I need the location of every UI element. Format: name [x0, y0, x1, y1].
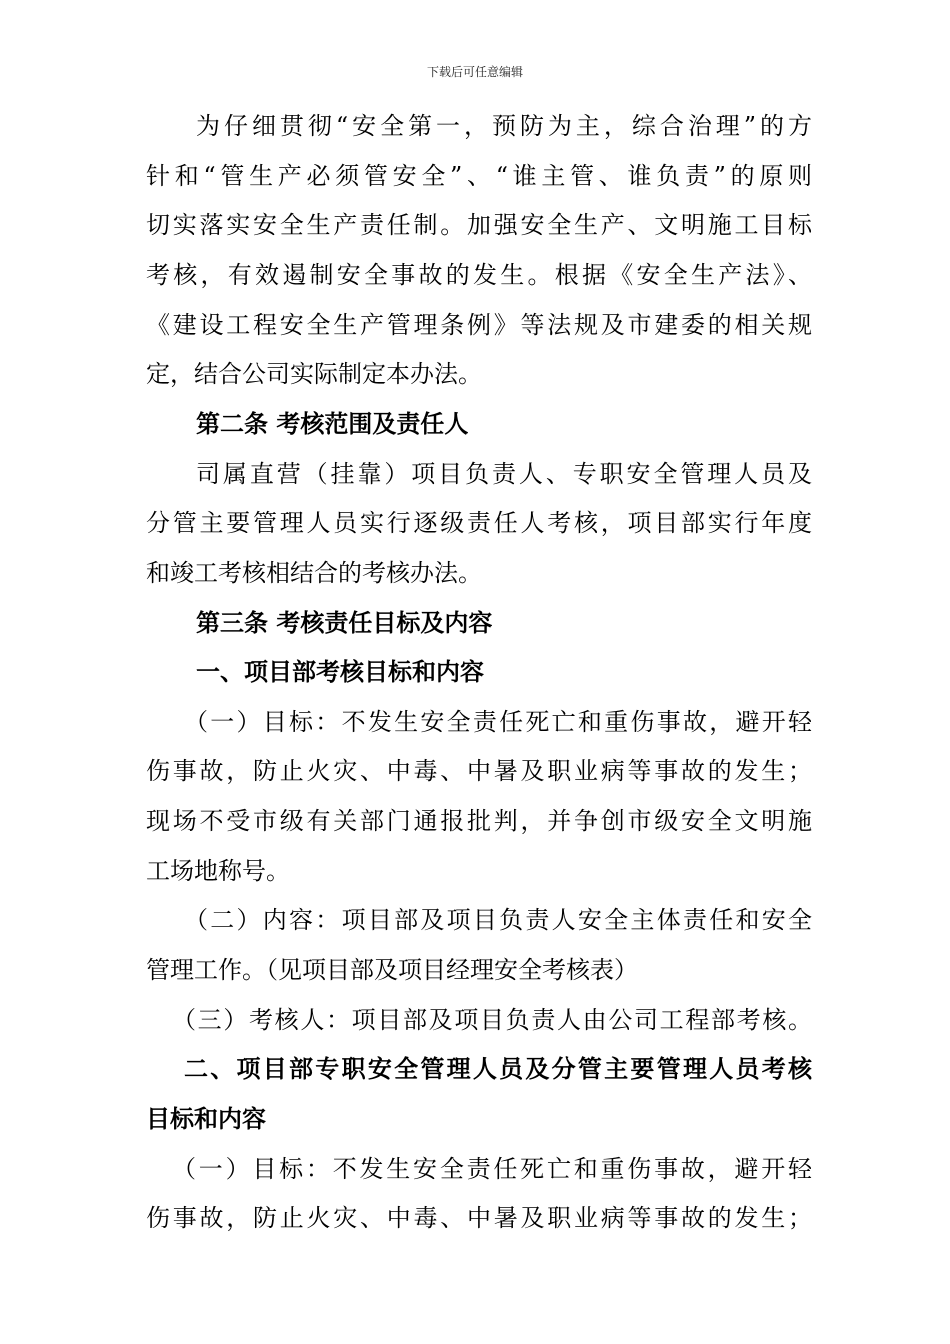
section-heading: 二、项目部专职安全管理人员及分管主要管理人员考核	[184, 1055, 812, 1083]
paragraph-line: （一）目标：不发生安全责任死亡和重伤事故，避开轻	[184, 708, 812, 736]
paragraph-line: （二）内容：项目部及项目负责人安全主体责任和安全	[184, 906, 812, 934]
paragraph-line: 分管主要管理人员实行逐级责任人考核，项目部实行年度	[146, 509, 812, 537]
article-heading: 第三条 考核责任目标及内容	[196, 609, 493, 637]
paragraph-line: 和竣工考核相结合的考核办法。	[146, 559, 482, 587]
paragraph-line: （三）考核人：项目部及项目负责人由公司工程部考核。	[172, 1006, 812, 1034]
paragraph-line: 切实落实安全生产责任制。加强安全生产、文明施工目标	[146, 211, 812, 239]
article-heading: 第二条 考核范围及责任人	[196, 410, 469, 438]
paragraph-line: 为仔细贯彻“安全第一，预防为主，综合治理”的方	[196, 112, 812, 140]
paragraph-line: 现场不受市级有关部门通报批判，并争创市级安全文明施	[146, 807, 812, 835]
section-heading: 目标和内容	[146, 1105, 266, 1133]
header-note: 下载后可任意编辑	[426, 65, 523, 79]
paragraph-line: 考核，有效遏制安全事故的发生。根据《安全生产法》、	[146, 261, 812, 289]
paragraph-line: 《建设工程安全生产管理条例》等法规及市建委的相关规	[146, 311, 812, 339]
paragraph-line: 伤事故，防止火灾、中毒、中暑及职业病等事故的发生；	[146, 1204, 812, 1232]
section-heading: 一、项目部考核目标和内容	[196, 658, 484, 686]
paragraph-line: （一）目标：不发生安全责任死亡和重伤事故，避开轻	[172, 1155, 812, 1183]
paragraph-line: 司属直营（挂靠）项目负责人、专职安全管理人员及	[196, 460, 812, 488]
paragraph-line: 管理工作。（见项目部及项目经理安全考核表）	[146, 956, 638, 984]
paragraph-line: 针和“管生产必须管安全”、“谁主管、谁负责”的原则	[146, 162, 812, 190]
paragraph-line: 伤事故，防止火灾、中毒、中暑及职业病等事故的发生；	[146, 757, 812, 785]
paragraph-line: 定，结合公司实际制定本办法。	[146, 360, 482, 388]
paragraph-line: 工场地称号。	[146, 857, 290, 885]
